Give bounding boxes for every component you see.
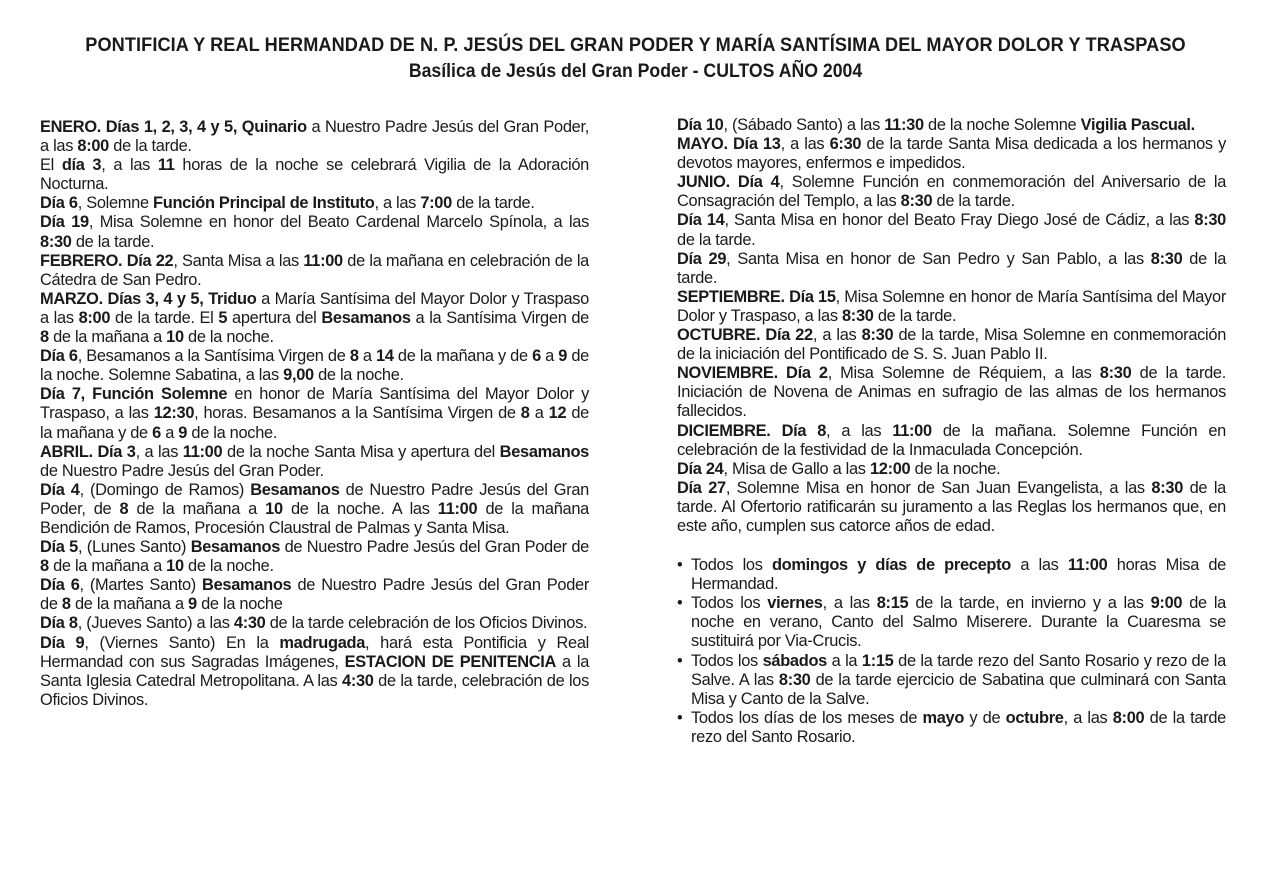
schedule-entry	[677, 422, 1226, 460]
text-run: de la noche en verano, Canto del Salmo Miserere. Durante la Cuaresma se sustituirá por Via-Crucis.	[691, 594, 1226, 651]
bold-text: 8:30	[778, 670, 811, 689]
schedule-entry	[677, 135, 1226, 173]
bold-text: 12	[548, 404, 567, 423]
text-run: de la tarde ejercicio de Sabatina que culminará con Santa Misa y Canto de la Salve.	[691, 670, 1226, 708]
bold-text: 7:00	[420, 194, 452, 213]
weekly-notes-list	[677, 556, 1226, 747]
bold-text: Día 4	[40, 480, 80, 499]
bold-text: 12:00	[869, 459, 911, 478]
bold-text: día 3	[61, 156, 102, 175]
text-run: , Solemne Misa en honor de San Juan Evangelista, a las	[725, 478, 1152, 497]
text-run: a	[529, 404, 549, 423]
text-run: , a las	[826, 421, 893, 440]
text-run: a María Santísima del Mayor Dolor y Traspaso a las	[40, 289, 589, 327]
bold-text: 11:30	[884, 116, 924, 134]
text-run: , Misa de Gallo a las	[723, 459, 870, 478]
bold-text: 6	[152, 423, 161, 442]
bold-text: 8:30	[900, 192, 933, 211]
text-run: de la mañana y de	[40, 404, 589, 442]
text-run: , a las	[101, 156, 158, 175]
text-run: El	[40, 156, 62, 175]
text-run: , Besamanos a la Santísima Virgen de	[77, 347, 350, 366]
text-run: de la tarde.	[109, 137, 192, 156]
schedule-entry	[677, 211, 1226, 249]
left-column	[40, 118, 589, 710]
schedule-entry	[40, 385, 589, 442]
text-run: y de	[964, 708, 1006, 727]
bold-text: 8:30	[1151, 478, 1184, 497]
text-run: , Solemne	[77, 194, 154, 213]
text-run: de la noche.	[910, 459, 1001, 478]
bold-text: viernes	[767, 594, 823, 613]
schedule-entry	[677, 460, 1226, 479]
weekly-note-item	[677, 652, 1226, 709]
schedule-entry	[40, 252, 589, 290]
bold-text: Besamanos	[499, 442, 589, 461]
bold-text: 9	[558, 347, 568, 366]
bold-text: 8:00	[78, 308, 111, 327]
text-run: de la mañana y de	[393, 347, 533, 366]
text-run: de Nuestro Padre Jesús del Gran Poder de	[40, 576, 589, 614]
text-run: de la tarde.	[451, 194, 535, 213]
bold-text: 11:00	[437, 499, 478, 518]
bold-text: 8:00	[1112, 708, 1145, 727]
text-run: , Santa Misa en honor de San Pedro y San Pablo, a las	[726, 249, 1151, 268]
bold-text: 14	[376, 347, 394, 366]
text-run: , a las	[135, 442, 183, 461]
text-run: , horas. Besamanos a la Santísima Virgen de	[194, 404, 521, 423]
bold-text: mayo	[922, 708, 965, 727]
bold-text: Día 27	[677, 478, 726, 497]
bold-text: 8	[520, 404, 530, 423]
text-run: de la mañana. Solemne Función en celebración de la festividad de la Inmaculada Concepción.	[677, 421, 1226, 459]
schedule-entry	[40, 213, 589, 251]
bullet-icon: •	[677, 594, 683, 613]
text-run: , (Jueves Santo) a las	[77, 614, 234, 633]
schedule-entry	[40, 194, 589, 213]
text-run: a la Santísima Virgen de	[410, 308, 589, 327]
text-run: de la noche.	[187, 423, 278, 442]
bold-text: 8:00	[77, 137, 109, 156]
text-run: de la mañana a	[70, 595, 189, 614]
bold-text: 11:00	[303, 251, 343, 270]
text-run: de la tarde rezo del Santo Rosario y rezo de la Salve. A las	[691, 651, 1226, 689]
text-run: de la tarde. Iniciación de Novena de Animas en sufragio de las almas de los hermanos fallecidos.	[677, 364, 1226, 421]
bold-text: 8	[119, 499, 129, 518]
schedule-entry	[677, 116, 1226, 135]
bold-text: 6	[532, 347, 541, 366]
text-run: Todos los	[691, 556, 772, 575]
schedule-entry	[40, 634, 589, 710]
bold-text: OCTUBRE. Día 22	[677, 326, 813, 345]
text-run: , Misa Solemne de Réquiem, a las	[827, 364, 1100, 383]
bold-text: Día 10	[677, 116, 724, 134]
text-run: de la tarde Santa Misa dedicada a los hermanos y devotos mayores, enfermos e impedidos.	[677, 135, 1226, 173]
text-run: apertura del	[227, 308, 322, 327]
weekly-note-item	[677, 556, 1226, 594]
bold-text: 10	[166, 328, 184, 347]
schedule-entry	[40, 538, 589, 576]
bold-text: Besamanos	[250, 480, 340, 499]
bold-text: 10	[265, 499, 283, 518]
bold-text: 8	[40, 328, 49, 347]
schedule-entry	[40, 576, 589, 614]
text-run: de la tarde. Al Ofertorio ratificarán su juramento a las Reglas los hermanos que, en este año, cumplen sus catorce años de edad.	[677, 478, 1226, 535]
bold-text: 12:30	[153, 404, 195, 423]
text-run: , a las	[822, 594, 877, 613]
schedule-entry	[677, 364, 1226, 421]
text-run: de la tarde, celebración de los Oficios Divinos.	[40, 671, 590, 709]
bullet-icon: •	[677, 556, 683, 575]
bold-text: 8:30	[861, 326, 894, 345]
bold-text: Día 8	[40, 614, 78, 633]
schedule-entry	[40, 290, 589, 347]
schedule-entry	[40, 347, 589, 385]
text-run: de la tarde.	[932, 192, 1015, 211]
text-run: Todos los	[691, 651, 763, 670]
text-run: a	[540, 347, 559, 366]
bold-text: 8	[40, 557, 49, 576]
document-header	[0, 34, 1271, 83]
bold-text: 1:15	[861, 651, 894, 670]
bold-text: Día 6	[40, 194, 78, 213]
bold-text: Día 7, Función Solemne	[40, 385, 228, 404]
document-subtitle: Basílica de Jesús del Gran Poder - CULTOS AÑO 2004	[408, 61, 863, 82]
text-run: en honor de María Santísima del Mayor Dolor y Traspaso, a las	[40, 385, 589, 423]
text-run: de la noche. A las	[282, 499, 438, 518]
schedule-entry	[40, 614, 589, 633]
schedule-entry	[677, 250, 1226, 288]
bold-text: 9	[178, 423, 188, 442]
bold-text: 11:00	[1067, 556, 1108, 575]
bold-text: madrugada	[279, 633, 366, 652]
bold-text: 5	[218, 308, 228, 327]
text-run: , (Martes Santo)	[79, 576, 203, 595]
schedule-entry	[40, 156, 589, 194]
text-run: de la mañana a	[48, 557, 167, 576]
schedule-entry	[677, 288, 1226, 326]
bold-text: 9	[188, 595, 197, 614]
text-run: de la noche.	[183, 557, 274, 576]
text-run: de la noche.	[183, 328, 274, 347]
text-run: , Misa Solemne en honor de María Santísima del Mayor Dolor y Traspaso, a las	[677, 287, 1226, 325]
schedule-entry	[677, 479, 1226, 536]
text-run: a	[358, 347, 377, 366]
bold-text: Besamanos	[321, 308, 411, 327]
bold-text: domingos y días de precepto	[771, 556, 1011, 575]
bold-text: MAYO. Día 13	[677, 135, 781, 154]
bold-text: DICIEMBRE. Día 8	[677, 421, 827, 440]
text-run: , a las	[1063, 708, 1113, 727]
bold-text: ABRIL. Día 3	[40, 442, 136, 461]
text-run: de la tarde.	[677, 230, 756, 249]
schedule-entry	[40, 118, 589, 156]
text-run: , Santa Misa a las	[173, 251, 304, 270]
document-title: PONTIFICIA Y REAL HERMANDAD DE N. P. JESÚS DEL GRAN PODER Y MARÍA SANTÍSIMA DEL MAYOR DOLOR Y TRASPASO	[85, 34, 1186, 56]
bold-text: 8	[61, 595, 71, 614]
text-run: de la tarde.	[873, 306, 957, 325]
text-run: Todos los	[691, 594, 768, 613]
text-run: de la noche Santa Misa y apertura del	[222, 442, 500, 461]
text-run: , a las	[374, 194, 421, 213]
bold-text: NOVIEMBRE. Día 2	[677, 364, 828, 383]
right-column-entries	[677, 116, 1226, 536]
text-run: de la tarde rezo del Santo Rosario.	[691, 708, 1226, 746]
text-run: de Nuestro Padre Jesús del Gran Poder.	[40, 461, 324, 480]
bold-text: 8:30	[1194, 211, 1226, 230]
text-run: , Misa Solemne en honor del Beato Cardenal Marcelo Spínola, a las	[88, 213, 589, 232]
schedule-entry	[677, 173, 1226, 211]
schedule-entry	[40, 443, 589, 481]
text-run: de Nuestro Padre Jesús del Gran Poder, de	[40, 480, 589, 518]
text-run: , Santa Misa en honor del Beato Fray Diego José de Cádiz, a las	[724, 211, 1195, 230]
text-run: de Nuestro Padre Jesús del Gran Poder de	[280, 538, 589, 557]
bold-text: Día 14	[677, 211, 725, 230]
text-run: de la tarde, en invierno y a las	[908, 594, 1151, 613]
text-run: , Solemne Función en conmemoración del Aniversario de la Consagración del Templo, a las	[677, 173, 1227, 211]
bold-text: 8:30	[1150, 249, 1183, 268]
bold-text: Día 19	[40, 213, 89, 232]
text-run: de la tarde, Misa Solemne en conmemoración de la iniciación del Pontificado de S. S. Juan Pablo II.	[677, 326, 1227, 364]
bold-text: 10	[166, 557, 184, 576]
bullet-icon: •	[677, 708, 683, 727]
bold-text: 8:30	[841, 306, 874, 325]
bold-text: sábados	[762, 651, 827, 670]
bold-text: 9:00	[1150, 594, 1183, 613]
text-run: de la tarde.	[71, 232, 155, 251]
bold-text: 11:00	[182, 442, 223, 461]
text-run: Todos los días de los meses de	[691, 708, 923, 727]
text-run: de la mañana en celebración de la Cátedra de San Pedro.	[40, 251, 589, 289]
weekly-note-item	[677, 709, 1226, 747]
bold-text: Función Principal de Instituto	[153, 194, 375, 213]
bold-text: 4:30	[233, 614, 266, 633]
bold-text: Día 5	[40, 538, 78, 557]
bold-text: 6:30	[829, 135, 862, 154]
bold-text: 4:30	[342, 671, 374, 690]
bold-text: Vigilia Pascual.	[1080, 116, 1195, 134]
bold-text: 9,00	[283, 366, 314, 385]
bold-text: ENERO. Días 1, 2, 3, 4 y 5, Quinario	[40, 118, 307, 136]
bold-text: Día 9	[40, 633, 85, 652]
text-run: de la tarde. El	[110, 308, 219, 327]
text-run: , (Viernes Santo) En la	[84, 633, 280, 652]
bold-text: Besamanos	[190, 538, 281, 557]
bullet-icon: •	[677, 651, 683, 670]
schedule-entry	[40, 481, 589, 538]
text-run: a Nuestro Padre Jesús del Gran Poder, a las	[40, 118, 589, 156]
schedule-entry	[677, 326, 1226, 364]
text-run: horas Misa de Hermandad.	[691, 556, 1226, 594]
bold-text: 8:30	[40, 232, 72, 251]
right-column	[677, 116, 1226, 747]
bold-text: Día 6	[40, 347, 78, 366]
text-run: de la noche.	[313, 366, 404, 385]
text-run: de la tarde.	[677, 249, 1227, 287]
bold-text: MARZO. Días 3, 4 y 5, Triduo	[40, 289, 257, 308]
text-run: de la tarde celebración de los Oficios Divinos.	[265, 614, 588, 633]
text-run: , (Lunes Santo)	[77, 538, 191, 557]
text-run: de la noche	[196, 595, 283, 614]
text-run: a las	[1011, 556, 1068, 575]
text-run: de la mañana a	[48, 328, 167, 347]
bold-text: Día 6	[40, 576, 80, 595]
bold-text: JUNIO. Día 4	[677, 173, 780, 192]
text-run: horas de la noche se celebrará Vigilia de la Adoración Nocturna.	[40, 156, 589, 194]
bold-text: Besamanos	[202, 576, 292, 595]
text-run: de la noche Solemne	[923, 116, 1081, 134]
bold-text: FEBRERO. Día 22	[40, 251, 174, 270]
bold-text: Día 24	[677, 459, 724, 478]
bold-text: ESTACION DE PENITENCIA	[344, 652, 557, 671]
bold-text: 11	[157, 156, 175, 175]
bold-text: 8:30	[1099, 364, 1132, 383]
text-run: de la mañana a	[128, 499, 266, 518]
text-run: de la mañana Bendición de Ramos, Procesión Claustral de Palmas y Santa Misa.	[40, 499, 589, 537]
text-run: , (Sábado Santo) a las	[723, 116, 885, 134]
text-run: , (Domingo de Ramos)	[79, 480, 251, 499]
bold-text: Día 29	[677, 249, 727, 268]
text-run: , a las	[812, 326, 862, 345]
bold-text: 8:15	[876, 594, 909, 613]
bold-text: 11:00	[892, 421, 932, 440]
text-run: , a las	[780, 135, 830, 154]
bold-text: SEPTIEMBRE. Día 15	[677, 287, 836, 306]
bold-text: octubre	[1005, 708, 1064, 727]
weekly-note-item	[677, 594, 1226, 651]
text-run: de la noche. Solemne Sabatina, a las	[40, 347, 590, 385]
text-run: a	[160, 423, 179, 442]
bold-text: 8	[349, 347, 359, 366]
text-run: a la	[826, 651, 862, 670]
text-run: , hará esta Pontificia y Real Hermandad con sus Sagradas Imágenes,	[40, 633, 589, 671]
text-run: a la Santa Iglesia Catedral Metropolitana. A las	[40, 652, 590, 690]
